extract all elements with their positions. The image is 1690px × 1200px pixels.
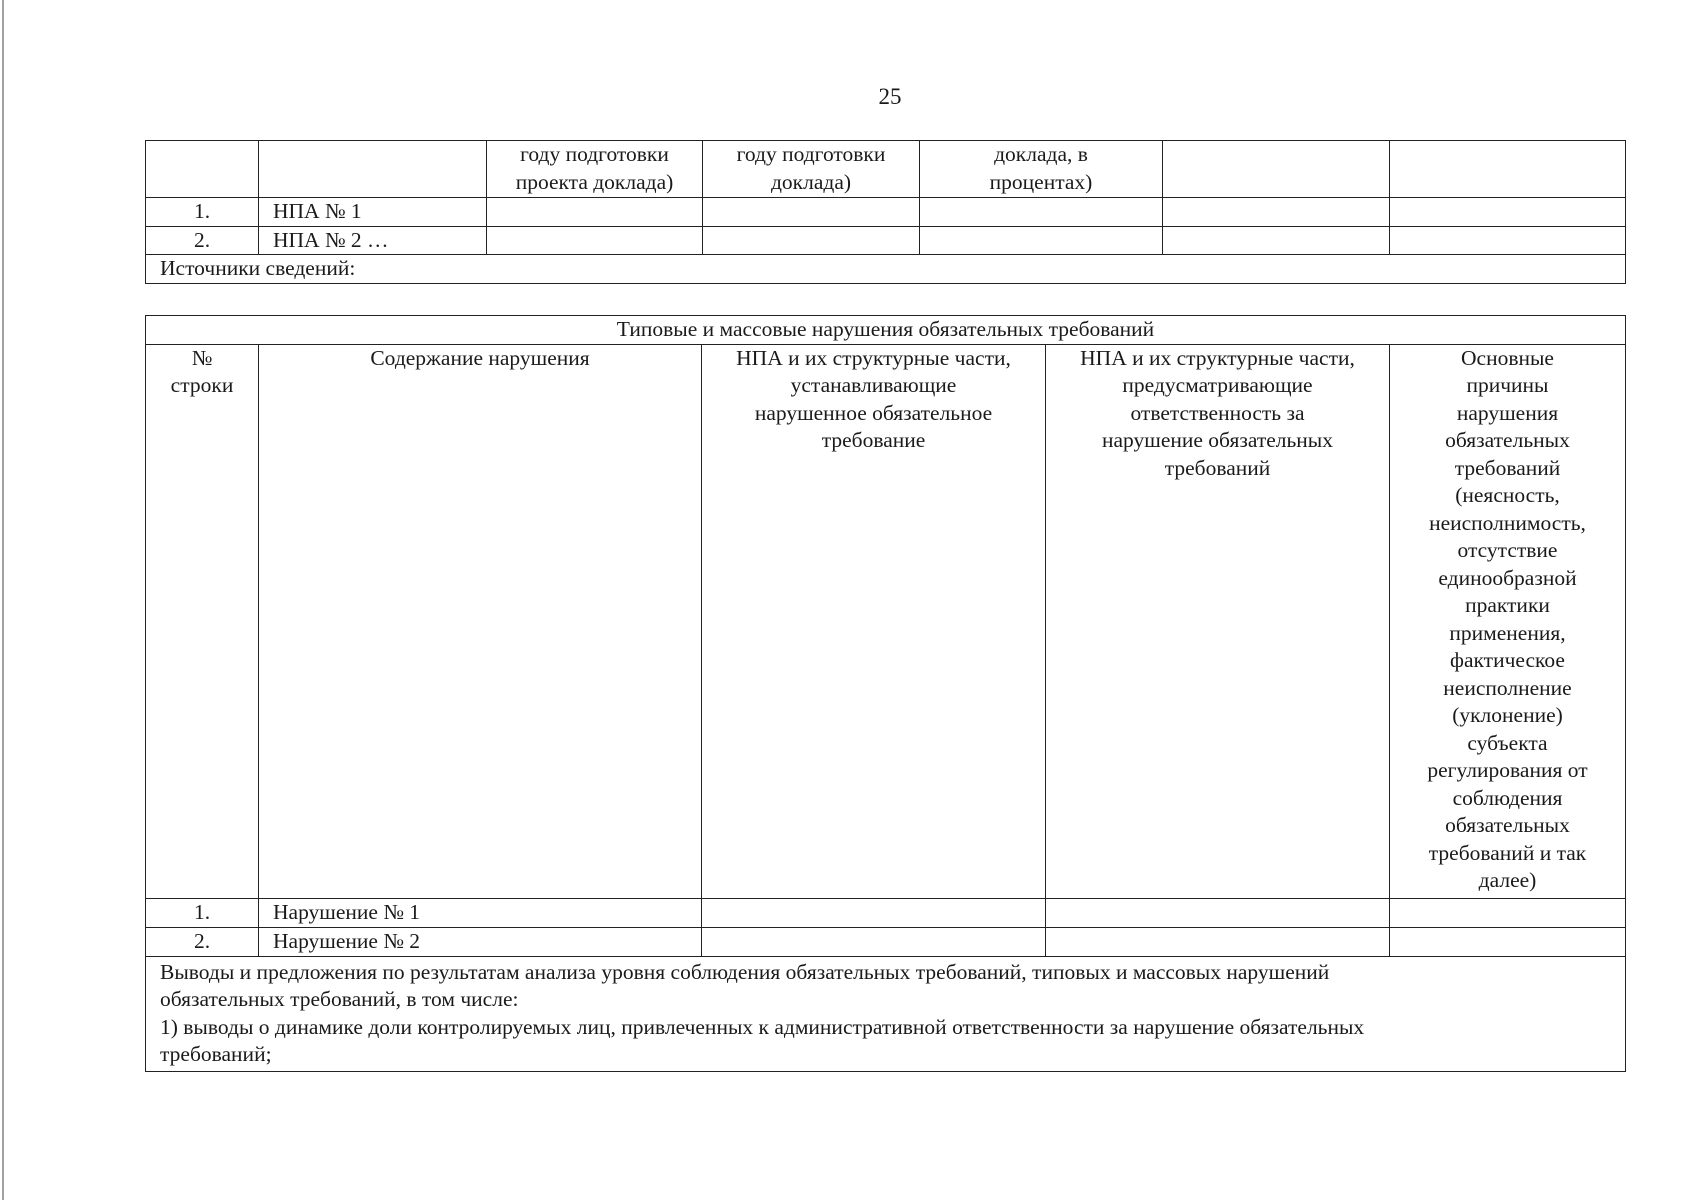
header-cell-empty bbox=[259, 141, 487, 198]
page-number: 25 bbox=[878, 84, 902, 109]
table-cell bbox=[1046, 927, 1390, 956]
table-cell bbox=[920, 198, 1163, 227]
sources-label: Источники сведений: bbox=[146, 255, 1626, 284]
header-cell-report-year: году подготовки доклада) bbox=[703, 141, 920, 198]
table-cell bbox=[1163, 198, 1390, 227]
npa-table-header-row bbox=[146, 141, 1626, 198]
header-violation-content: Содержание нарушения bbox=[259, 344, 702, 898]
table-cell bbox=[1046, 898, 1390, 927]
table-cell bbox=[702, 898, 1046, 927]
row-name: Нарушение № 2 bbox=[259, 927, 702, 956]
row-name: НПА № 2 … bbox=[259, 226, 487, 255]
header-cell-empty bbox=[1163, 141, 1390, 198]
table-cell bbox=[920, 226, 1163, 255]
table-cell bbox=[703, 226, 920, 255]
row-number: 1. bbox=[146, 198, 259, 227]
violations-table bbox=[145, 315, 1626, 1072]
header-cell-empty bbox=[1390, 141, 1626, 198]
scan-edge-line bbox=[2, 0, 4, 1200]
violations-table-title: Типовые и массовые нарушения обязательных требований bbox=[146, 316, 1626, 345]
conclusions-text: Выводы и предложения по результатам анализа уровня соблюдения обязательных требований, типовых и массовых нарушений обязательных требований, в том числе: 1) выводы о динамике доли контролируемых лиц, привлеченных к административной ответственности за нарушение обязательных требований; bbox=[146, 956, 1626, 1071]
table-cell bbox=[703, 198, 920, 227]
header-cell-dynamics-percent: доклада, в процентах) bbox=[920, 141, 1163, 198]
table-row bbox=[146, 226, 1626, 255]
table-row bbox=[146, 927, 1626, 956]
violations-title-row bbox=[146, 316, 1626, 345]
table-cell bbox=[487, 226, 703, 255]
header-row-number: № строки bbox=[146, 344, 259, 898]
table-row bbox=[146, 198, 1626, 227]
table-cell bbox=[1390, 927, 1626, 956]
table-cell bbox=[1163, 226, 1390, 255]
table-cell bbox=[1390, 198, 1626, 227]
table-cell bbox=[1390, 898, 1626, 927]
npa-table bbox=[145, 140, 1626, 284]
row-name: Нарушение № 1 bbox=[259, 898, 702, 927]
row-number: 2. bbox=[146, 226, 259, 255]
table-cell bbox=[702, 927, 1046, 956]
header-cell-prev-year: году подготовки проекта доклада) bbox=[487, 141, 703, 198]
header-npa-liability: НПА и их структурные части, предусматривающие ответственность за нарушение обязательных требований bbox=[1046, 344, 1390, 898]
row-name: НПА № 1 bbox=[259, 198, 487, 227]
row-number: 2. bbox=[146, 927, 259, 956]
violations-header-row bbox=[146, 344, 1626, 898]
table-cell bbox=[487, 198, 703, 227]
table-cell bbox=[1390, 226, 1626, 255]
header-cell-empty bbox=[146, 141, 259, 198]
conclusions-row bbox=[146, 956, 1626, 1071]
header-main-causes: Основные причины нарушения обязательных требований (неясность, неисполнимость, отсутствие единообразной практики применения, фактическое неисполнение (уклонение) субъекта регулирования от соблюдения обязательных требований и так далее) bbox=[1390, 344, 1626, 898]
row-number: 1. bbox=[146, 898, 259, 927]
sources-row bbox=[146, 255, 1626, 284]
header-npa-establishing: НПА и их структурные части, устанавливающие нарушенное обязательное требование bbox=[702, 344, 1046, 898]
table-row bbox=[146, 898, 1626, 927]
